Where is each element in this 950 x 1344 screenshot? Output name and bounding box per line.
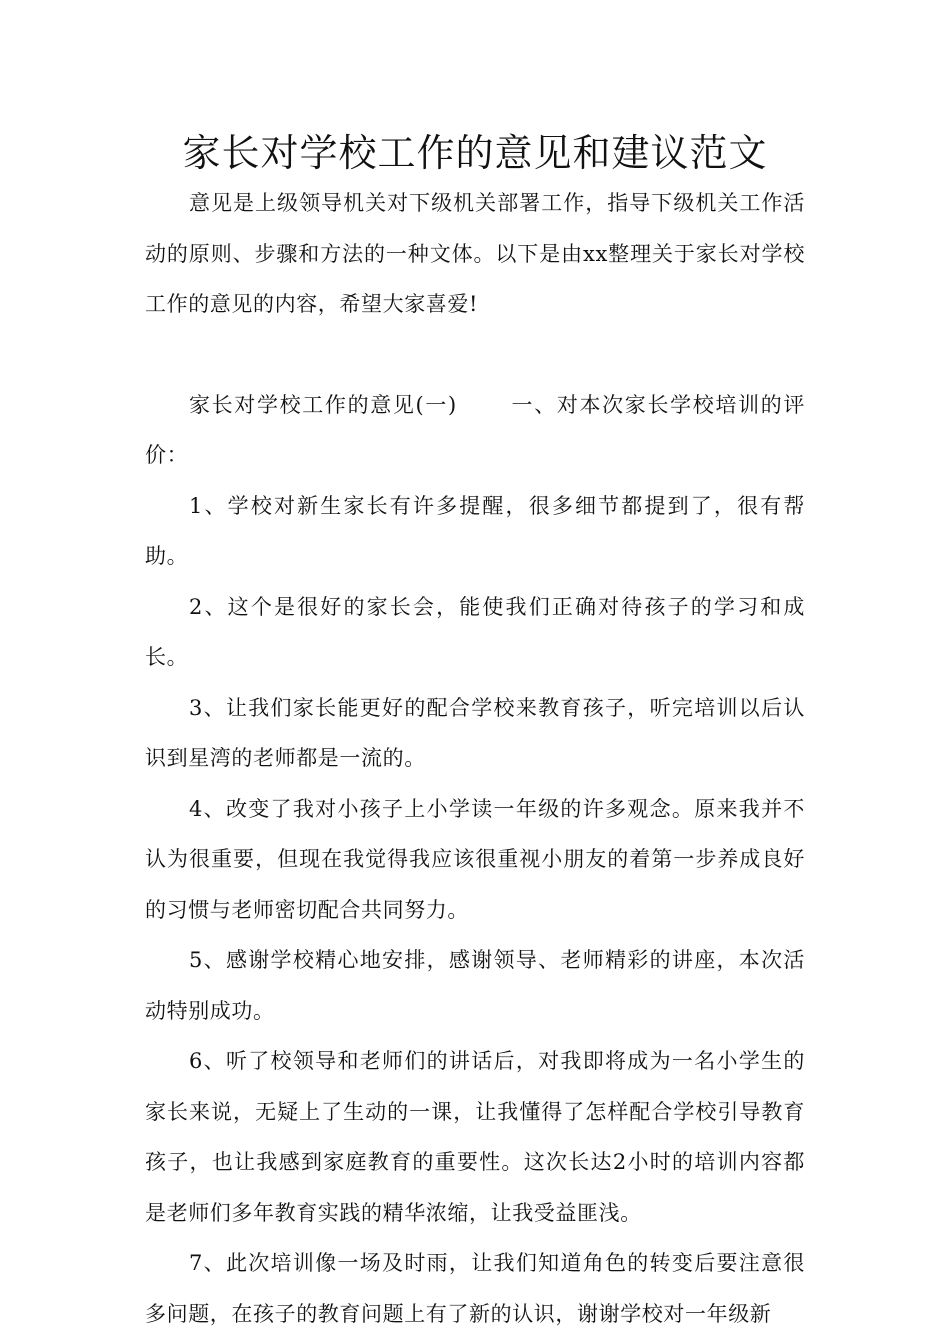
intro-paragraph: 意见是上级领导机关对下级机关部署工作，指导下级机关工作活动的原则、步骤和方法的一种文体。以下是由xx整理关于家长对学校工作的意见的内容，希望大家喜爱!	[145, 191, 805, 316]
document-title: 家长对学校工作的意见和建议范文	[182, 131, 768, 175]
opinion-item-4: 4、改变了我对小孩子上小学读一年级的许多观念。原来我并不认为很重要，但现在我觉得我应该很重视小朋友的着第一步养成良好的习惯与老师密切配合共同努力。	[145, 796, 805, 922]
opinion-item-1: 1、学校对新生家长有许多提醒，很多细节都提到了，很有帮助。	[145, 493, 805, 568]
opinion-item-3: 3、让我们家长能更好的配合学校来教育孩子，听完培训以后认识到星湾的老师都是一流的。	[145, 695, 805, 770]
section-heading-paragraph: 家长对学校工作的意见(一) 一、对本次家长学校培训的评价：	[145, 392, 805, 467]
opinion-item-7: 7、此次培训像一场及时雨，让我们知道角色的转变后要注意很多问题，在孩子的教育问题上有了新的认识，谢谢学校对一年级新	[145, 1251, 805, 1326]
document-body	[145, 178, 805, 1339]
opinion-item-6: 6、听了校领导和老师们的讲话后，对我即将成为一名小学生的家长来说，无疑上了生动的一课，让我懂得了怎样配合学校引导教育孩子，也让我感到家庭教育的重要性。这次长达2小时的培训内容都是老师们多年教育实践的精华浓缩，让我受益匪浅。	[145, 1049, 805, 1225]
opinion-item-2: 2、这个是很好的家长会，能使我们正确对待孩子的学习和成长。	[145, 594, 805, 669]
opinion-item-5: 5、感谢学校精心地安排，感谢领导、老师精彩的讲座，本次活动特别成功。	[145, 948, 805, 1023]
